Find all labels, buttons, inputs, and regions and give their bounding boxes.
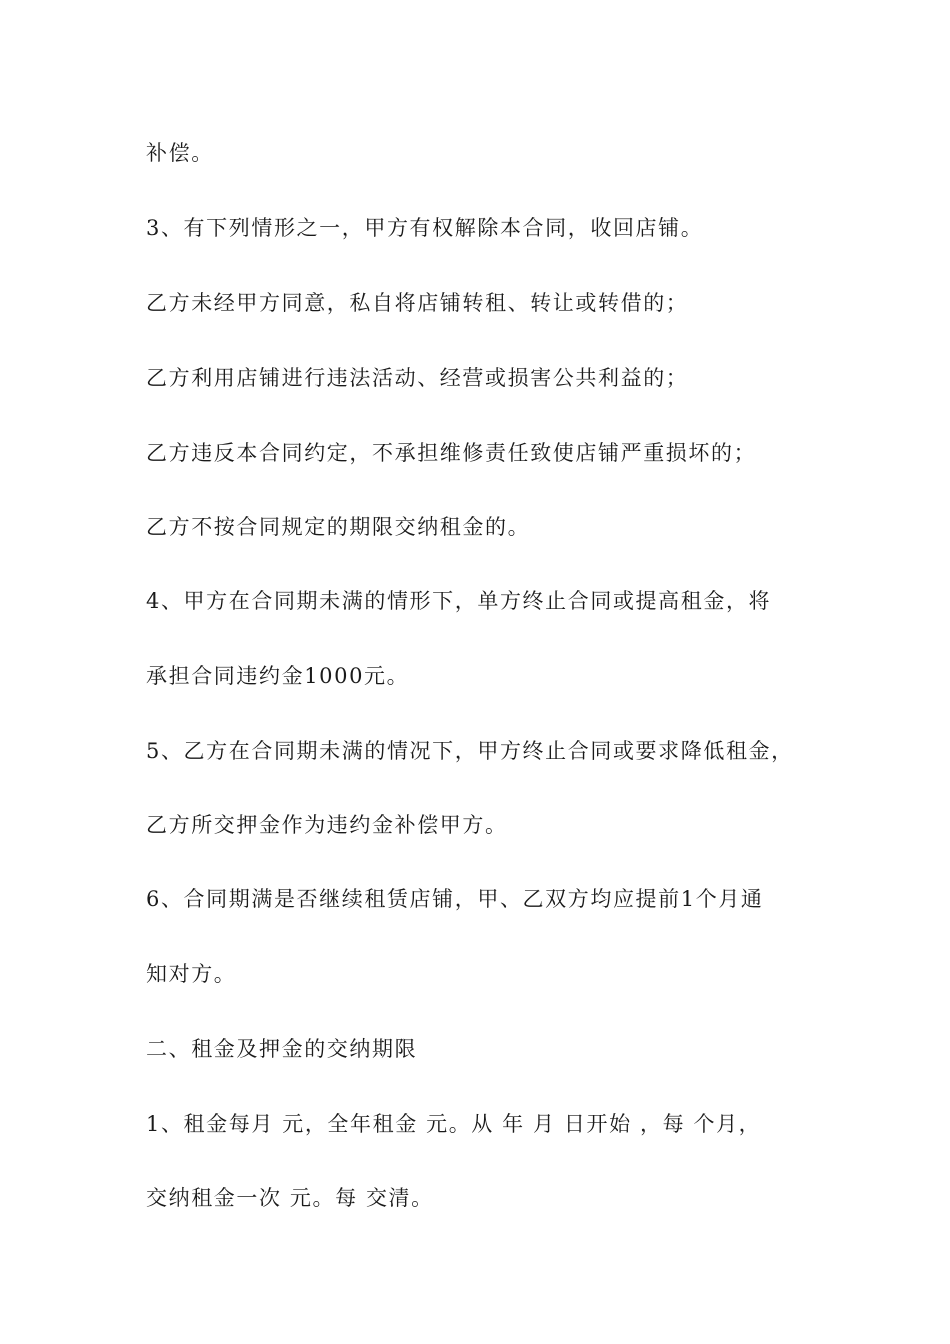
text-line: 乙方利用店铺进行违法活动、经营或损害公共利益的； <box>146 366 689 390</box>
text-line: 乙方所交押金作为违约金补偿甲方。 <box>146 813 508 837</box>
text-line: 交纳租金一次 元。每 交清。 <box>146 1186 434 1210</box>
text-line: 乙方不按合同规定的期限交纳租金的。 <box>146 515 531 539</box>
text-line: 1、租金每月 元，全年租金 元。从 年 月 日开始 ，每 个月， <box>146 1112 762 1136</box>
text-line: 知对方。 <box>146 962 237 986</box>
text-line: 乙方违反本合同约定，不承担维修责任致使店铺严重损坏的； <box>146 441 757 465</box>
section-heading: 二、租金及押金的交纳期限 <box>146 1037 418 1061</box>
text-line: 补偿。 <box>146 141 214 165</box>
text-line: 5、乙方在合同期未满的情况下，甲方终止合同或要求降低租金， <box>146 739 794 763</box>
text-line: 3、有下列情形之一，甲方有权解除本合同，收回店铺。 <box>146 216 704 240</box>
text-line: 乙方未经甲方同意，私自将店铺转租、转让或转借的； <box>146 291 689 315</box>
text-line: 承担合同违约金1000元。 <box>146 664 410 688</box>
text-line: 4、甲方在合同期未满的情形下，单方终止合同或提高租金，将 <box>146 589 772 613</box>
text-line: 6、合同期满是否继续租赁店铺，甲、乙双方均应提前1个月通 <box>146 887 764 911</box>
